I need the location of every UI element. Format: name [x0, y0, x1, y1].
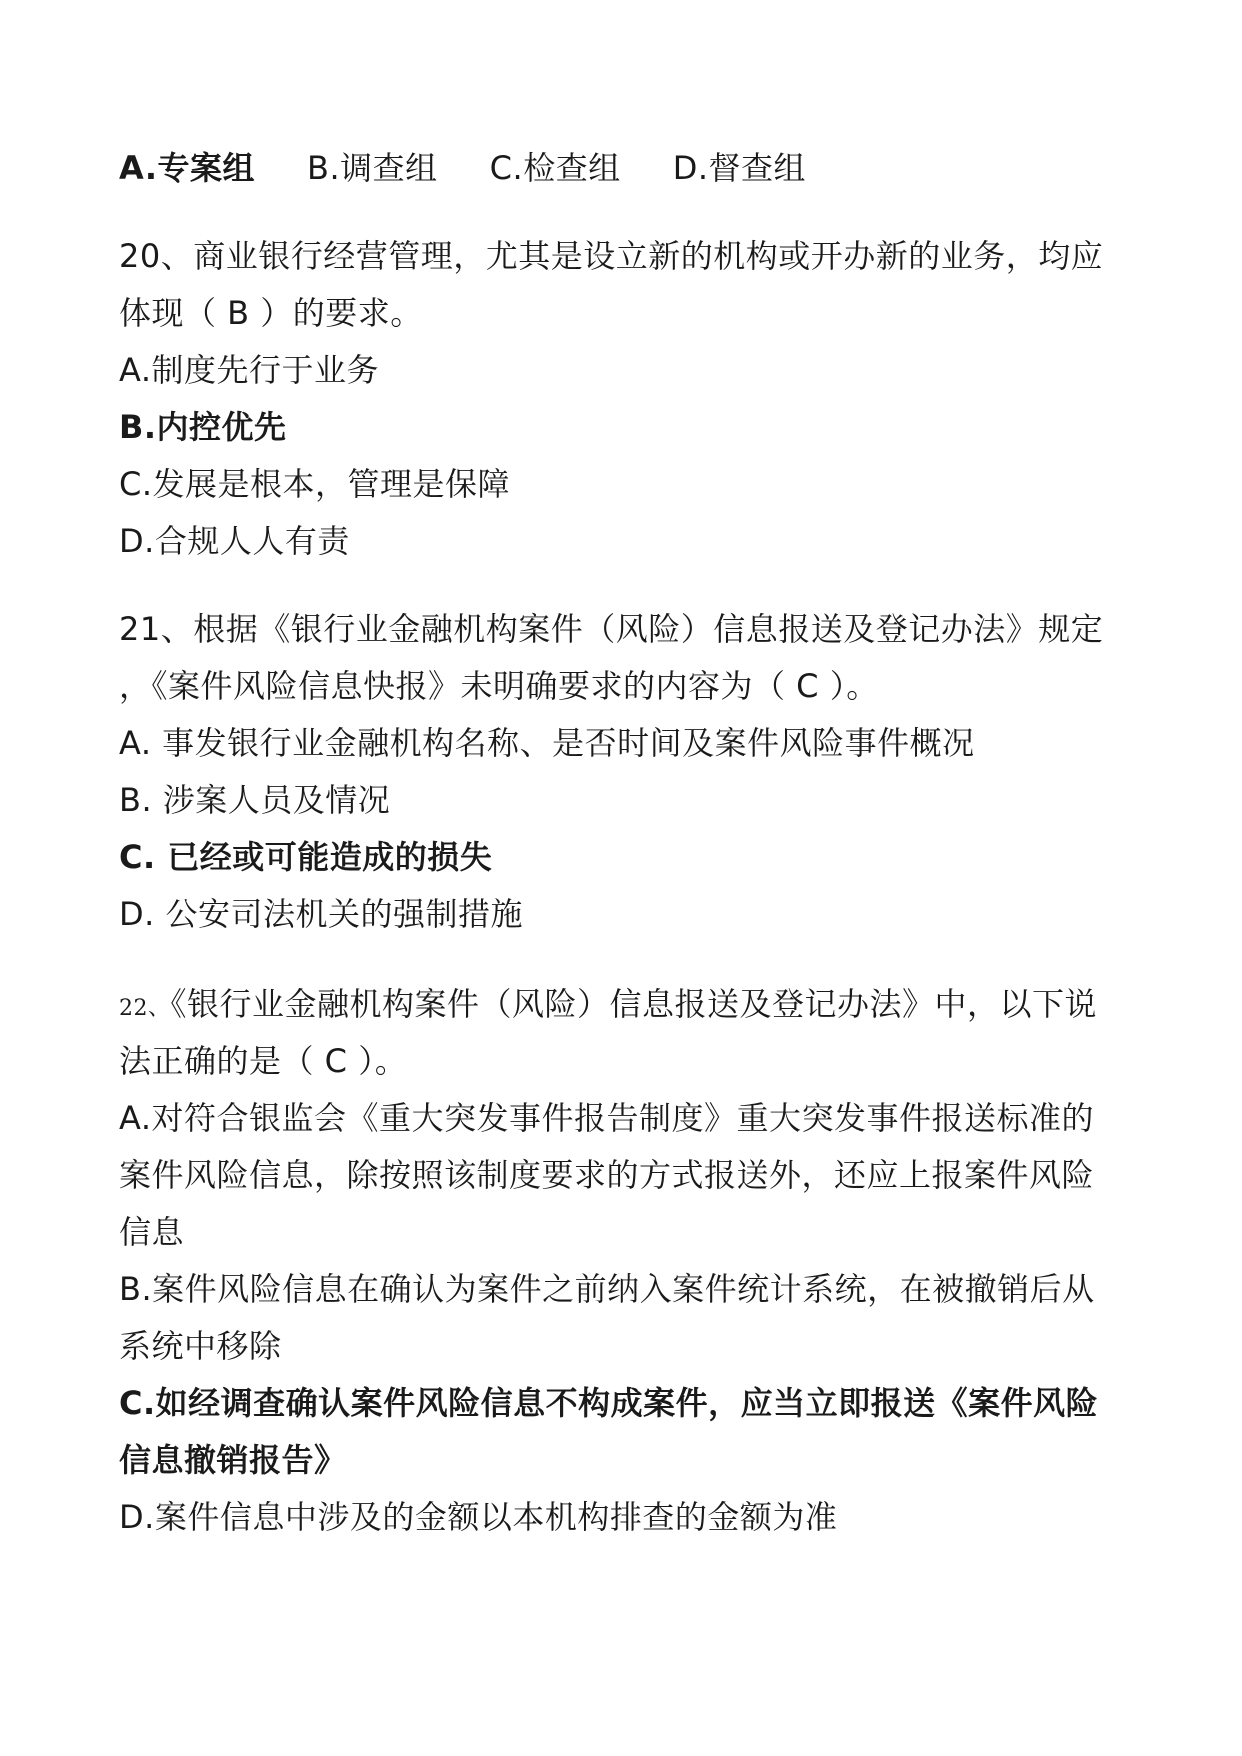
- q22-option-c-line-2-correct: 信息撤销报告》: [119, 1441, 347, 1479]
- q22-option-c-line-1-correct: C.如经调查确认案件风险信息不构成案件，应当立即报送《案件风险: [119, 1384, 1099, 1422]
- q20-option-b-correct: B.内控优先: [119, 408, 287, 446]
- q19-option-a-correct: A.专案组: [119, 149, 256, 187]
- q20-option-a: A.制度先行于业务: [119, 351, 380, 389]
- q20-option-c: C.发展是根本，管理是保障: [119, 465, 511, 503]
- q22-option-b-line-1: B.案件风险信息在确认为案件之前纳入案件统计系统，在被撤销后从: [119, 1270, 1095, 1308]
- q22-stem-line-1: [119, 982, 1097, 1031]
- q20-option-d: D.合规人人有责: [119, 522, 350, 560]
- q19-option-c: C.检查组: [489, 149, 621, 187]
- q20-stem-line-1: 20、商业银行经营管理，尤其是设立新的机构或开办新的业务，均应: [119, 237, 1104, 275]
- q21-stem-line-2: ，《案件风险信息快报》未明确要求的内容为（ C ）。: [119, 667, 879, 705]
- q21-option-b: B. 涉案人员及情况: [119, 781, 391, 819]
- q22-option-a-line-2: 案件风险信息，除按照该制度要求的方式报送外，还应上报案件风险: [119, 1156, 1095, 1194]
- q22-stem-text: 《银行业金融机构案件（风险）信息报送及登记办法》中，以下说: [170, 985, 1098, 1023]
- q21-option-c-correct: C. 已经或可能造成的损失: [119, 838, 493, 876]
- q21-option-a: A. 事发银行业金融机构名称、是否时间及案件风险事件概况: [119, 724, 975, 762]
- q22-option-b-line-2: 系统中移除: [119, 1327, 282, 1365]
- q22-option-a-line-3: 信息: [119, 1213, 185, 1251]
- q21-stem-line-1: 21、根据《银行业金融机构案件（风险）信息报送及登记办法》规定: [119, 610, 1104, 648]
- q22-stem-line-2: 法正确的是（ C ）。: [119, 1042, 408, 1080]
- q19-options-row: [119, 146, 806, 190]
- q19-option-b: B.调查组: [307, 149, 438, 187]
- q22-number: 22、: [119, 996, 171, 1021]
- q21-option-d: D. 公安司法机关的强制措施: [119, 895, 523, 933]
- q22-option-d: D.案件信息中涉及的金额以本机构排查的金额为准: [119, 1498, 838, 1536]
- q19-option-d: D.督查组: [672, 149, 807, 187]
- q22-option-a-line-1: A.对符合银监会《重大突发事件报告制度》重大突发事件报送标准的: [119, 1099, 1095, 1137]
- q20-stem-line-2: 体现（ B ）的要求。: [119, 294, 423, 332]
